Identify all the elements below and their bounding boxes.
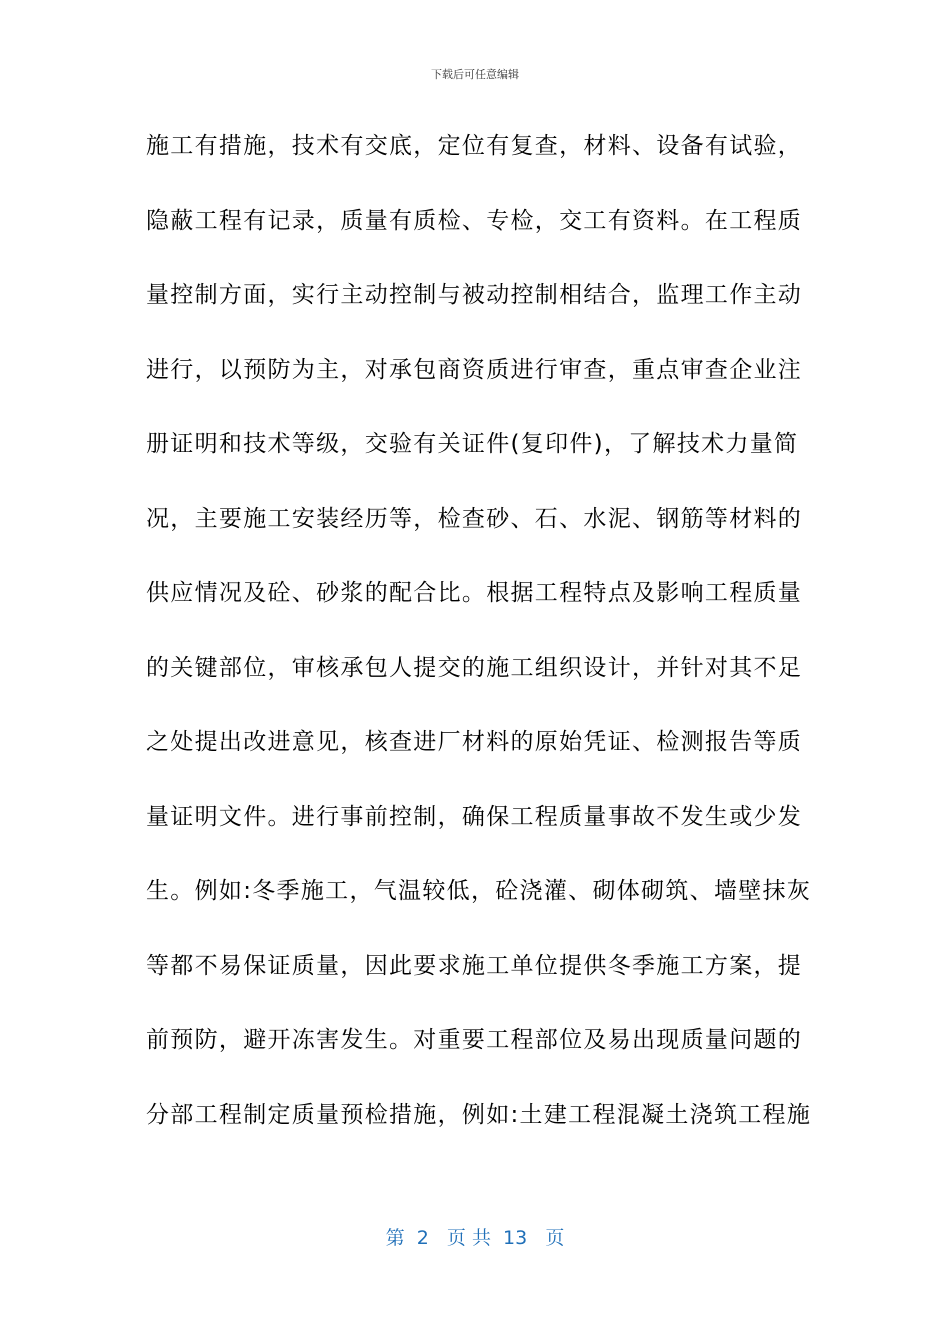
document-body [146, 126, 812, 1169]
body-line: 量控制方面，实行主动控制与被动控制相结合，监理工作主动 [146, 282, 803, 308]
page-number-footer: 第 2 页 共 13 页 [385, 1227, 565, 1249]
body-line: 供应情况及砼、砂浆的配合比。根据工程特点及影响工程质量 [146, 580, 803, 606]
body-line: 分部工程制定质量预检措施，例如:土建工程混凝土浇筑工程施 [146, 1101, 812, 1128]
body-line: 生。例如:冬季施工，气温较低，砼浇灌、砌体砌筑、墙壁抹灰 [146, 878, 812, 904]
body-line: 量证明文件。进行事前控制，确保工程质量事故不发生或少发 [146, 803, 803, 830]
body-line: 隐蔽工程有记录，质量有质检、专检，交工有资料。在工程质 [146, 207, 803, 234]
body-line: 况，主要施工安装经历等，检查砂、石、水泥、钢筋等材料的 [146, 505, 803, 532]
body-line: 进行，以预防为主，对承包商资质进行审查，重点审查企业注 [146, 356, 803, 383]
body-line: 前预防，避开冻害发生。对重要工程部位及易出现质量问题的 [146, 1027, 803, 1053]
body-line: 册证明和技术等级，交验有关证件(复印件)，了解技术力量简 [146, 431, 799, 457]
body-line: 之处提出改进意见，核查进厂材料的原始凭证、检测报告等质 [146, 729, 803, 755]
header-note: 下载后可任意编辑 [431, 68, 519, 81]
body-line: 施工有措施，技术有交底，定位有复查，材料、设备有试验， [146, 133, 803, 159]
body-line: 等都不易保证质量，因此要求施工单位提供冬季施工方案，提 [146, 952, 803, 979]
body-line: 的关键部位，审核承包人提交的施工组织设计，并针对其不足 [146, 654, 803, 681]
